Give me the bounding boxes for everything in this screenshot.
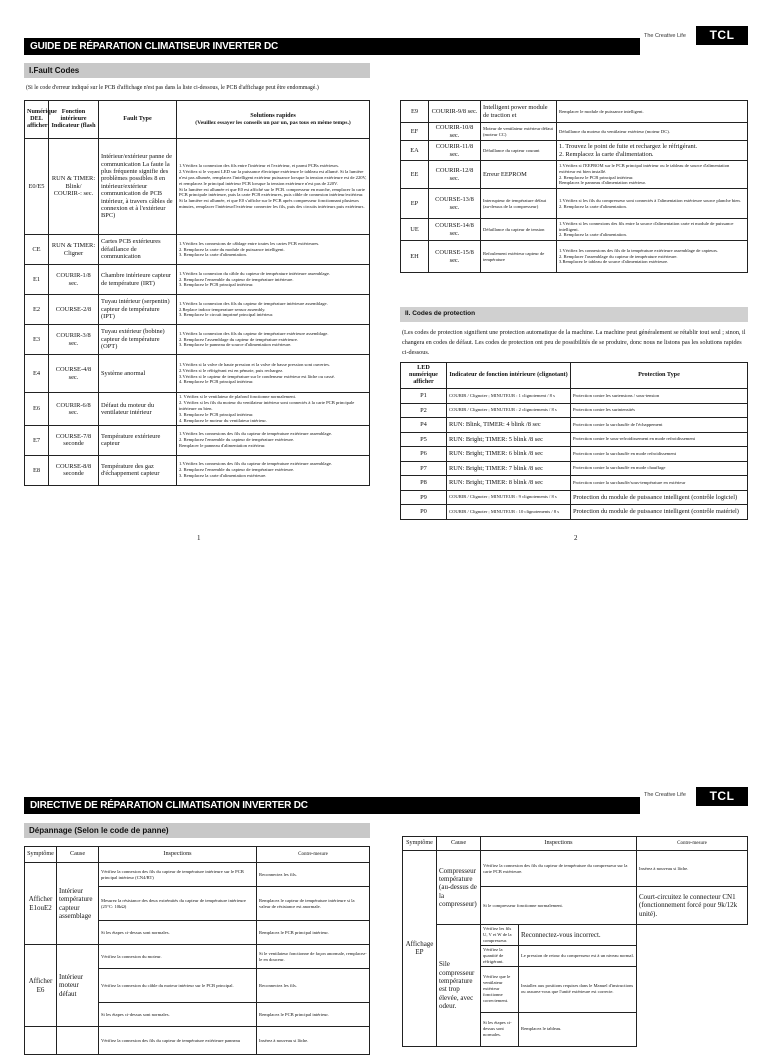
indicator-flash: RUN & TIMER: Blink/ COURIR-: sec. <box>49 139 99 235</box>
troubleshoot-row <box>25 1027 370 1055</box>
fault-type: Défaut du moteur du ventilateur intérieur <box>99 393 177 426</box>
troubleshoot-row <box>25 863 370 887</box>
protection-code: P7 <box>401 461 447 476</box>
symptom: Afficher E6 <box>25 945 57 1027</box>
led-code: E8 <box>25 455 49 485</box>
inspection: Vérifiez les fils U, V et W de la compresseur. <box>481 925 519 946</box>
led-code: EF <box>401 123 429 141</box>
indicator-flash: RUN: Bright; TIMER: 8 blink /8 sec <box>447 476 571 491</box>
indicator-flash: COURIR / Clignoter ; MINUTEUR : 2 clignotements / 8 s <box>447 403 571 418</box>
protection-row <box>401 476 748 491</box>
cause <box>57 1027 99 1055</box>
indicator-flash: RUN: Bright; TIMER: 5 blink /8 sec <box>447 432 571 447</box>
fault-type: Système anormal <box>99 355 177 393</box>
protection-row <box>401 418 748 433</box>
page2-section-title: II. Codes de protection <box>400 307 748 322</box>
fault-type: Tuyau extérieur (bobine) capteur de température (OPT) <box>99 325 177 355</box>
quick-solution: 1.Vérifiez les connexions de câblage entre toutes les cartes PCB extérieures. 2. Remplacez la carte du module de puissance intelligent. 3. Remplacez la carte d'alimentation. <box>177 235 370 265</box>
quick-solution: 1.Vérifiez si l'EEPROM sur le PCB principal intérieur ou le tableau de source d'alimentation extérieur est bien installé. 2. Remplacez le PCB principal intérieur. Remplacez le panneau d'alimentation extérieur. <box>557 161 748 189</box>
countermeasure: Le pression de retour du compresseur est à un niveau normal. <box>519 945 637 966</box>
quick-solution: 1. Vérifiez si le ventilateur de plafond fonctionne normalement. 2. Vérifiez si les fils du moteur du ventilateur intérieur sont connectés à la carte PCB principale intérieure ou bien. 3. Remplacez le PCB principal intérieur. 4. Remplacez le moteur du ventilateur intérieur. <box>177 393 370 426</box>
indicator-flash: COURIR / Clignoter ; MINUTEUR : 9 clignotements / 8 s <box>447 490 571 505</box>
quick-solution: 1.Vérifiez les connexions des fils du capteur de température extérieure assemblage. 2. Remplacez l'ensemble du capteur de température extérieure. Remplacer le panneau d'alimentation extérieur. <box>177 425 370 455</box>
indicator-flash: COURIR-10/8 sec. <box>429 123 481 141</box>
fault-row <box>25 235 370 265</box>
header-symptom: Symptôme <box>25 847 57 863</box>
symptom: Afficher E1ouE2 <box>25 863 57 945</box>
cause: Compresseur température (au-dessus de la compresseur) <box>437 851 481 925</box>
inspection: Vérifiez la connexion des fils du capteur de température intérieure sur le PCB principal intérieur (CN4/RT) <box>99 863 257 887</box>
fault-type: Tuyau intérieur (serpentin) capteur de température (IPT) <box>99 295 177 325</box>
inspection: Mesurez la résistance des deux extrémités du capteur de température intérieure (25°C: 10kΩ) <box>99 887 257 921</box>
protection-type: Protection contre la surchauffe en mode chauffage <box>571 461 748 476</box>
led-code: E2 <box>25 295 49 325</box>
countermeasure: Remplacez le PCB principal intérieur. <box>257 921 370 945</box>
protection-code: P8 <box>401 476 447 491</box>
led-code: E1 <box>25 265 49 295</box>
indicator-flash: COURSE-4/8 sec. <box>49 355 99 393</box>
indicator-flash: COURIR-11/8 sec. <box>429 141 481 161</box>
fault-row <box>25 425 370 455</box>
fault-row <box>25 139 370 235</box>
indicator-flash: COURSE-8/8 seconde <box>49 455 99 485</box>
inspection: Si les étapes ci-dessus sont normales. <box>481 1012 519 1046</box>
fault-row <box>401 123 748 141</box>
protection-type: Protection contre les surintensités <box>571 403 748 418</box>
protection-row <box>401 447 748 462</box>
indicator-flash: COURSE-15/8 sec. <box>429 241 481 273</box>
fault-row <box>401 141 748 161</box>
header-led: Numérique DEL afficher <box>25 101 49 139</box>
countermeasure: Remplacez le tableau. <box>519 1012 637 1046</box>
led-code: CE <box>25 235 49 265</box>
fault-type: Intelligent power module de traction et <box>481 101 557 123</box>
fault-type: Intérieur/extérieur panne de communication La faute la plus fréquente signifie des problèmes possibles 8 en intérieur/extérieur communication de PCB intérieur, à travers câbles de connexion et à l'extérieur BPC) <box>99 139 177 235</box>
indicator-flash: RUN & TIMER: Cligner <box>49 235 99 265</box>
protection-row <box>401 389 748 404</box>
quick-solution: 1.Vérifiez la connexion des fils du capteur de température intérieure assemblage. 2.Replace indoor temperature sensor assembly. 3. Remplacez le circuit imprimé principal intérieur. <box>177 295 370 325</box>
countermeasure: Reconnectez-vous incorrect. <box>519 925 637 946</box>
indicator-flash: RUN: Bright; TIMER: 6 blink /8 sec <box>447 447 571 462</box>
troubleshooting-table-continued <box>402 836 748 1047</box>
protection-row <box>401 432 748 447</box>
quick-solution: 1.Vérifiez si les connexions des fils entre la source d'alimentation carte et module de puissance intelligent. 2. Remplacez la carte d'alimentation. <box>557 219 748 241</box>
indicator-flash: COURIR-1/8 sec. <box>49 265 99 295</box>
quick-solution: 1.Vérifiez la connexion des fils entre l'intérieur et l'extérieur, et parmi PCBs extérieurs. 2.Vérifiez si le voyant LED sur la puissance électrique extérieure le tableau est allumé. Si la lumière n'est pas allumée, remplacez l'intelligent extérieur puissance lorsque la tension extérieure est de 220V, et remplacez le principal intérieur PCB lorsque la tension extérieure n'est pas de 220V. Si la lumière est allumée et que E0 est affiché sur le PCB. compresseur en marche, remplacer la carte PCB principale intérieure, puis la carte PCB extérieures, puis câble de connexion intérieur/extérieur. Si la lumière est allumée, et que E0 s'affiche sur le PCB après compresseur fonctionnant plusieurs minutes, remplacer l'intérieur/l'extérieur connecter les fils, puis des circuits intérieurs puis extérieurs. <box>177 139 370 235</box>
symptom: Affichage EP <box>403 851 437 1047</box>
inspection: Vérifiez que le ventilateur extérieur fonctionne correctement. <box>481 966 519 1012</box>
fault-row <box>25 355 370 393</box>
protection-code: P5 <box>401 432 447 447</box>
inspection: Si le compresseur fonctionne normalement. <box>481 887 637 925</box>
countermeasure: Remplacez le PCB principal intérieur. <box>257 1003 370 1027</box>
quick-solution: 1.Vérifiez si la valve de haute pression et la valve de basse pression sont ouvertes. 2.Vérifiez si le réfrigérant est en pénurie, puis rechargez. 3.Vérifiez si le capteur de température sur le condenseur extérieur est lâche ou cassé. 4. Remplacez le PCB principal intérieur. <box>177 355 370 393</box>
header-fault-type: Fault Type <box>99 101 177 139</box>
quick-solution: Défaillance du moteur du ventilateur extérieur (moteur DC). <box>557 123 748 141</box>
header-indicator: Fonction intérieure Indicateur (flash <box>49 101 99 139</box>
brand-tagline-2: The Creative Life <box>644 792 686 798</box>
indicator-flash: RUN: Blink, TIMER: 4 blink /8 sec <box>447 418 571 433</box>
indicator-flash: COURIR-6/8 sec. <box>49 393 99 426</box>
quick-solution: 1.Vérifiez la connexion du câble du capteur de température intérieure assemblage. 2. Remplacez l'ensemble du capteur de température intérieure. 3. Remplacez le PCB principal intérieur. <box>177 265 370 295</box>
symptom <box>25 1027 57 1055</box>
countermeasure: Court-circuitez le connecteur CN1 (fonctionnement forcé pour 9k/12k unité). <box>637 887 748 925</box>
indicator-flash: COURIR-12/8 sec. <box>429 161 481 189</box>
page1-section-title: I.Fault Codes <box>24 63 370 78</box>
protection-code: P0 <box>401 505 447 520</box>
troubleshooting-table <box>24 846 370 1055</box>
indicator-flash: COURIR / Clignoter ; MINUTEUR : 10 clignotements / 8 s <box>447 505 571 520</box>
troubleshoot-row <box>403 851 748 887</box>
indicator-flash: COURIR / Clignoter ; MINUTEUR : 1 clignotement / 8 s <box>447 389 571 404</box>
quick-solution: 1.Vérifiez les connexions des fils du capteur de température extérieure assemblage. 2. Remplacez l'ensemble du capteur de température extérieure. 3. Remplacez la carte d'alimentation extérieure. <box>177 455 370 485</box>
protection-type: Protection du module de puissance intelligent (contrôle logiciel) <box>571 490 748 505</box>
indicator-flash: COURSE-2/8 <box>49 295 99 325</box>
inspection: Si les étapes ci-dessus sont normales. <box>99 921 257 945</box>
page2-paragraph: (Les codes de protection signifient une protection automatique de la machine. La machine peut généralement se rétablir tout seul ; sinon, il changera en codes de défaut. Les codes de protection ont peu de possibilités de se produire, donc nous ne listons pas les solutions rapides ci-dessous. <box>402 329 746 356</box>
led-code: EA <box>401 141 429 161</box>
fault-row <box>401 189 748 219</box>
page2-number: 2 <box>574 534 578 542</box>
fault-row <box>25 325 370 355</box>
led-code: E9 <box>401 101 429 123</box>
header-countermeasure-2: Contre-mesure <box>637 837 748 851</box>
inspection: Si les étapes ci-dessus sont normales. <box>99 1003 257 1027</box>
cause: Sile compresseur température est trop élevée, avec odeur. <box>437 925 481 1047</box>
header-inspections: Inspections <box>99 847 257 863</box>
led-code: E4 <box>25 355 49 393</box>
protection-code: P2 <box>401 403 447 418</box>
cause: Intérieur moteur défaut <box>57 945 99 1027</box>
countermeasure: Installez aux positions requises dans le Manuel d'instructions ou assurez-vous que l'unité extérieure est correcte. <box>519 966 637 1012</box>
header-cause: Cause <box>57 847 99 863</box>
tcl-logo-2: TCL <box>696 787 748 806</box>
header-symptom-2: Symptôme <box>403 837 437 851</box>
inspection: Vérifiez la connexion du moteur. <box>99 945 257 969</box>
inspection: Vérifiez la connexion du câble du moteur intérieur sur le PCB principal. <box>99 969 257 1003</box>
fault-row <box>401 241 748 273</box>
header-indoor-indicator: Indicateur de fonction intérieure (clignotant) <box>447 363 571 389</box>
page1-banner: GUIDE DE RÉPARATION CLIMATISEUR INVERTER DC <box>24 38 640 55</box>
inspection: Vérifiez la quantité de réfrigérant. <box>481 945 519 966</box>
fault-type: Cartes PCB extérieures défaillance de communication <box>99 235 177 265</box>
page1-number: 1 <box>197 534 201 542</box>
countermeasure: Insérez à nouveau si lâche. <box>257 1027 370 1055</box>
cause: Intérieur température capteur assemblage <box>57 863 99 945</box>
fault-row <box>25 455 370 485</box>
led-code: E6 <box>25 393 49 426</box>
fault-type: Défaillance du capteur de tension <box>481 219 557 241</box>
page1-note: (Si le code d'erreur indiqué sur le PCB d'affichage n'est pas dans la liste ci-dessous, le PCB d'affichage peut être endommagé.) <box>26 85 319 91</box>
led-code: E7 <box>25 425 49 455</box>
protection-code: P6 <box>401 447 447 462</box>
fault-codes-table <box>24 100 370 486</box>
countermeasure: Remplacez le capteur de température intérieure si la valeur de résistance est anormale. <box>257 887 370 921</box>
indicator-flash: COURIR-3/8 sec. <box>49 325 99 355</box>
quick-solution: 1. Trouvez le point de fuite et rechargez le réfrigérant. 2. Remplacez la carte d'alimentation. <box>557 141 748 161</box>
countermeasure: Si le ventilateur fonctionne de façon anormale, remplacez-le en douceur. <box>257 945 370 969</box>
protection-codes-table <box>400 362 748 520</box>
header-countermeasure: Contre-mesure <box>257 847 370 863</box>
protection-type: Protection contre la surchauffe en mode refroidissement <box>571 447 748 462</box>
brand-tagline: The Creative Life <box>644 33 686 39</box>
protection-code: P9 <box>401 490 447 505</box>
indicator-flash: COURSE-13/8 sec. <box>429 189 481 219</box>
fault-row <box>25 265 370 295</box>
header-solutions: Solutions rapides (Veuillez essayer les conseils un par un, pas tous en même temps.) <box>177 101 370 139</box>
fault-row <box>401 101 748 123</box>
countermeasure: Insérez à nouveau si lâche. <box>637 851 748 887</box>
fault-type: Température extérieure capteur <box>99 425 177 455</box>
fault-codes-table-continued <box>400 100 748 273</box>
protection-type: Protection contre la surchauffe/sous-température en extérieur <box>571 476 748 491</box>
fault-type: Défaillance du capteur courant <box>481 141 557 161</box>
page3-banner: DIRECTIVE DE RÉPARATION CLIMATISATION INVERTER DC <box>24 797 640 814</box>
fault-row <box>401 161 748 189</box>
fault-type: Température des gaz d'échappement capteur <box>99 455 177 485</box>
led-code: E0/E5 <box>25 139 49 235</box>
protection-type: Protection contre le sous-refroidissement en mode refroidissement <box>571 432 748 447</box>
fault-type: Erreur EEPROM <box>481 161 557 189</box>
fault-row <box>25 393 370 426</box>
inspection: Vérifiez la connexion des fils du capteur de température du compresseur sur la carte PCB extérieure. <box>481 851 637 887</box>
protection-type: Protection du module de puissance intelligent (contrôle matériel) <box>571 505 748 520</box>
quick-solution: 1.Vérifiez les connexions des fils de la température extérieure assemblage de capteurs. 2. Remplacer l'assemblage du capteur de température extérieure. 3.Remplacez le tableau de source d'alimentation extérieure. <box>557 241 748 273</box>
protection-code: P4 <box>401 418 447 433</box>
fault-type: Chambre intérieure capteur de température (IRT) <box>99 265 177 295</box>
quick-solution: 1.Vérifiez la connexion des fils du capteur de température extérieure assemblage. 2. Remplacez l'assemblage du capteur de température extérieure. 3. Remplacez le panneau de source d'alimentation extérieure. <box>177 325 370 355</box>
fault-row <box>401 219 748 241</box>
protection-type: Protection contre la surchauffe de l'échappement <box>571 418 748 433</box>
fault-type: Interrupteur de température défaut (au-dessus de la compresseur) <box>481 189 557 219</box>
led-code: EP <box>401 189 429 219</box>
protection-type: Protection contre les surtensions / sous-tension <box>571 389 748 404</box>
troubleshoot-row <box>403 925 748 946</box>
protection-row <box>401 490 748 505</box>
indicator-flash: COURIR-9/8 sec. <box>429 101 481 123</box>
protection-row <box>401 461 748 476</box>
page3-section-title: Dépannage (Selon le code de panne) <box>24 823 370 838</box>
quick-solution: Remplacer le module de puissance intelligent. <box>557 101 748 123</box>
header-inspections-2: Inspections <box>481 837 637 851</box>
protection-row <box>401 505 748 520</box>
fault-type: Moteur de ventilateur extérieur défaut (moteur CC) <box>481 123 557 141</box>
header-led-display: LED numérique afficher <box>401 363 447 389</box>
header-protection-type: Protection Type <box>571 363 748 389</box>
indicator-flash: COURSE-7/8 seconde <box>49 425 99 455</box>
inspection: Vérifiez la connexion des fils du capteur de température extérieure panneau <box>99 1027 257 1055</box>
led-code: EH <box>401 241 429 273</box>
header-cause-2: Cause <box>437 837 481 851</box>
troubleshoot-row <box>25 945 370 969</box>
quick-solution: 1.Vérifiez si les fils du compresseur sont connectés à l'alimentation extérieure source planche bien. 2. Remplacez la carte d'alimentation. <box>557 189 748 219</box>
indicator-flash: RUN: Bright; TIMER: 7 blink /8 sec <box>447 461 571 476</box>
led-code: E3 <box>25 325 49 355</box>
protection-row <box>401 403 748 418</box>
indicator-flash: COURSE-14/8 sec. <box>429 219 481 241</box>
led-code: UE <box>401 219 429 241</box>
protection-code: P1 <box>401 389 447 404</box>
led-code: EE <box>401 161 429 189</box>
countermeasure: Reconnectez les fils. <box>257 863 370 887</box>
countermeasure: Reconnectez les fils. <box>257 969 370 1003</box>
fault-type: Refoulement extérieur capteur de température <box>481 241 557 273</box>
tcl-logo: TCL <box>696 26 748 45</box>
fault-row <box>25 295 370 325</box>
